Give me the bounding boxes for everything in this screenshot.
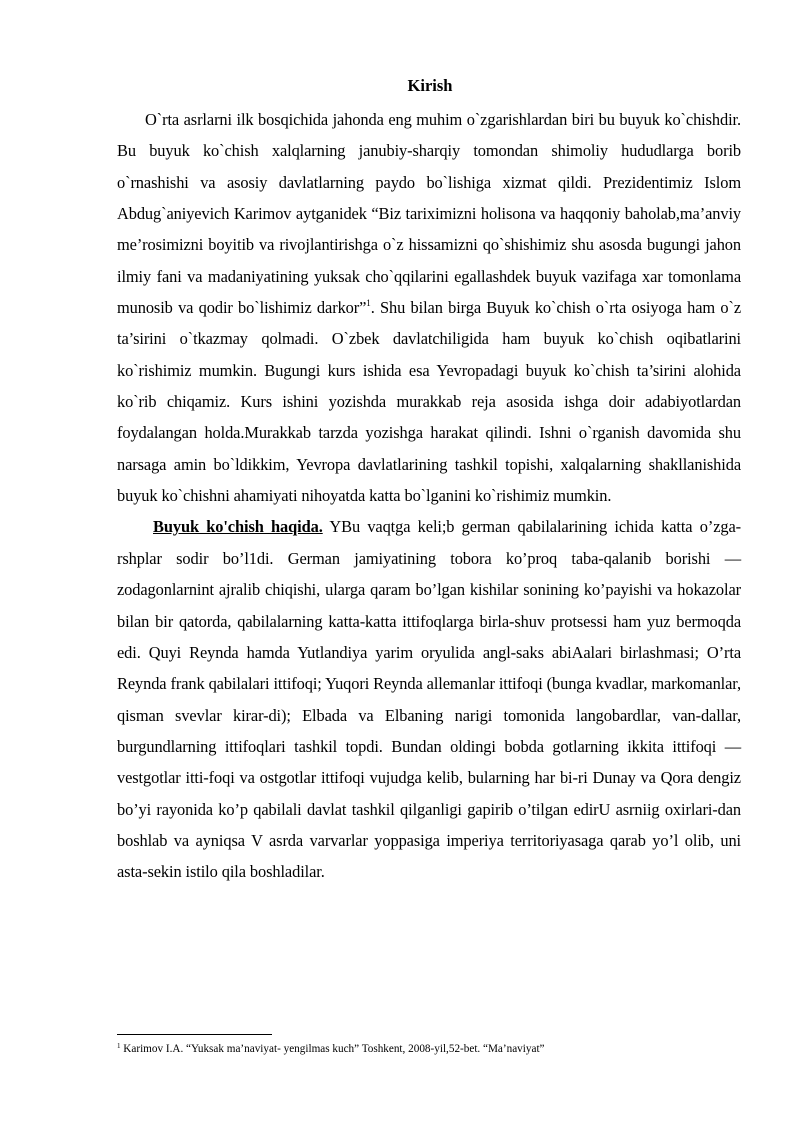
section-heading: Buyuk ko'chish haqida. [153, 517, 323, 537]
intro-paragraph [117, 104, 741, 511]
intro-text-part-2: . Shu bilan birga Buyuk ko`chish o`rta osiyoga ham o`z ta’sirini o`tkazmay qolmadi. O`zbek davlatchiligida ham buyuk ko`chish oqibatlarini ko`rishimiz mumkin. Bugungi kurs ishida esa Yevropadagi buyuk ko`chish ta’sirini alohida ko`rib chiqamiz. Kurs ishini yozishda murakkab reja asosida ishga doir adabiyotlardan foydalangan holda.Murakkab tarzda yozishga harakat qilindi. Ishni o`rganish davomida shu narsaga amin bo`ldikkim, Yevropa davlatlarining tashkil topishi, xalqalarning shakllanishida buyuk ko`chishni ahamiyati nihoyatda katta bo`lganini ko`rishimiz mumkin. [117, 298, 741, 506]
footnote-text: Karimov I.A. “Yuksak ma’naviyat- yengilmas kuch” Toshkent, 2008-yil,52-bet. “Ma’naviyat” [120, 1043, 545, 1055]
footnote-separator [117, 1034, 272, 1035]
intro-text-part-1: O`rta asrlarni ilk bosqichida jahonda eng muhim o`zgarishlardan biri bu buyuk ko`chishdir. Bu buyuk ko`chish xalqlarning janubiy-sharqiy tomondan shimoliy hududlarga borib o`rnashishi va asosiy davlatlarning paydo bo`lishiga xizmat qildi. Prezidentimiz Islom Abdug`aniyevich Karimov aytganidek “Biz tariximizni holisona va haqqoniy baholab,ma’anviy me’rosimizni boyitib va rivojlantirishga o`z hissamizni qo`shishimiz shu asosda bugungi jahon ilmiy fani va madaniyatining yuksak cho`qqilarini egallashdek buyuk vazifaga xar tomonlama munosib va qodir bo`lishimiz darkor” [117, 110, 741, 318]
page-title: Kirish [407, 76, 453, 95]
document-body [117, 104, 741, 888]
footnote-reference: 1 [366, 298, 371, 309]
section-text: YBu vaqtga keli;b german qabilalarining ichida katta o’zga-rshplar sodir bo’l1di. German jamiyatining tobora ko’proq taba-qalanib borishi — zodagonlarnint ajralib chiqishi, ularga qaram bo’lgan kishilar sonining ko’payishi va hokazolar bilan bir qatorda, qabilalarning katta-katta ittifoqlarga birla-shuv protsessi ham yuz bermoqda edi. Quyi Reynda hamda Yutlandiya yarim oryulida angl-saks abiAalari birlashmasi; O’rta Reynda frank qabilalari ittifoqi; Yuqori Reynda allemanlar ittifoqi (bunga kvadlar, markomanlar, qisman svevlar kirar-di); Elbada va Elbaning narigi tomonida langobardlar, van-dallar, burgundlarning ittifoqlari tashkil topdi. Bundan oldingi bobda gotlarning ikkita ittifoqi — vestgotlar itti-foqi va ostgotlar ittifoqi vujudga kelib, bularning har bi-ri Dunay va Qora dengiz bo’yi rayonida ko’p qabilali davlat tashkil qilganligi gapirib o’tilgan edirU asrniig oxirlari-dan boshlab va ayniqsa V asrda varvarlar yoppasiga imperiya territoriyasaga qarab yo’l olib, uni asta-sekin istilo qila boshladilar. [117, 517, 741, 882]
section-paragraph [117, 511, 741, 887]
footnote-marker: 1 [117, 1042, 121, 1050]
footnote [117, 1042, 741, 1056]
